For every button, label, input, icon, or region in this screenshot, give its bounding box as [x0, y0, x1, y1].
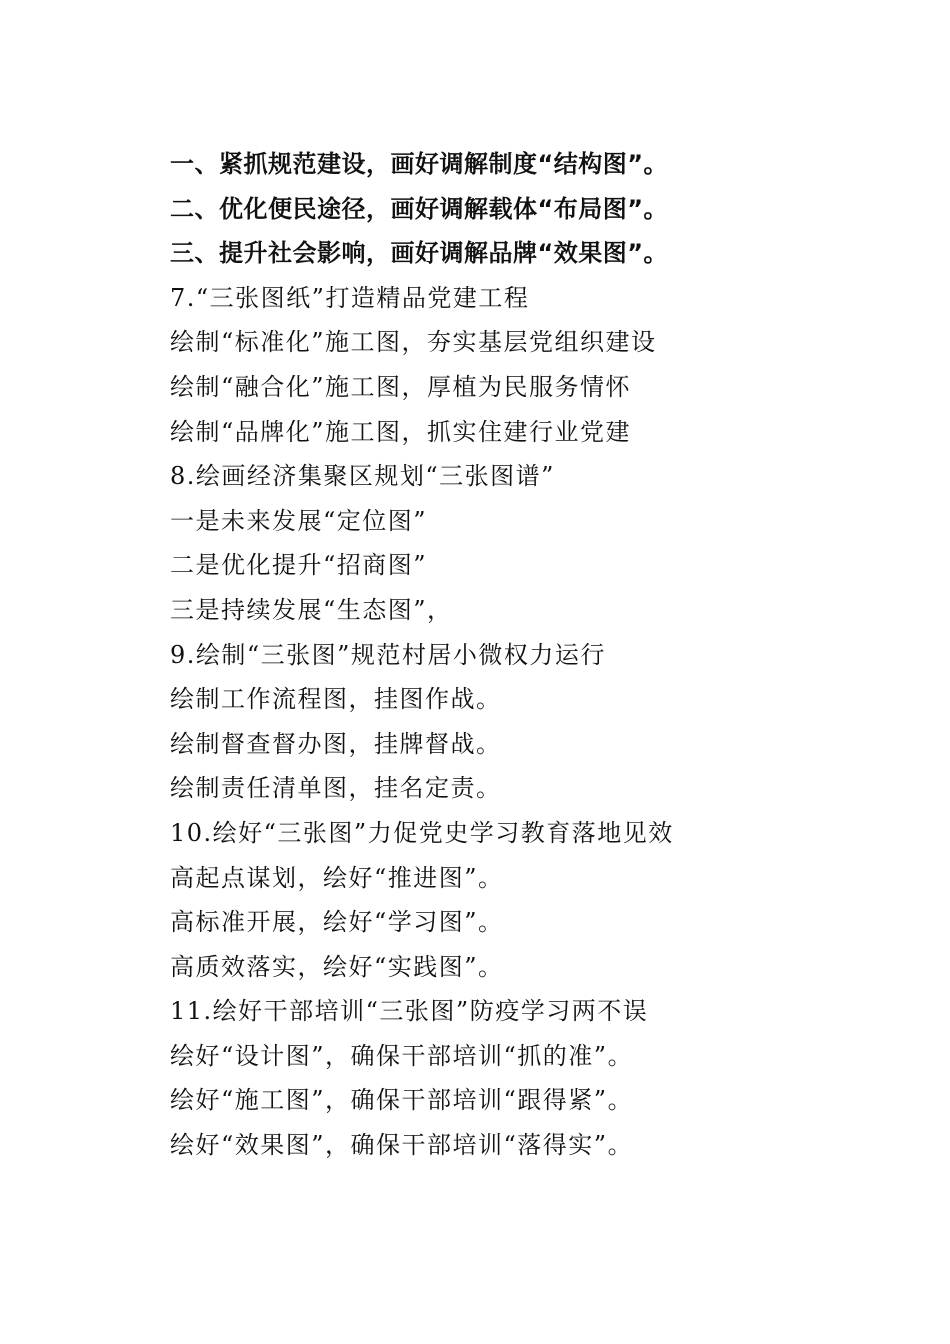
section-title-7: 7.“三张图纸”打造精品党建工程: [170, 283, 530, 312]
text-line: 高起点谋划，绘好“推进图”。: [170, 863, 504, 892]
text-line: 绘好“效果图”，确保干部培训“落得实”。: [170, 1131, 634, 1160]
text-line: 高标准开展，绘好“学习图”。: [170, 908, 504, 937]
section-title-10: 10.绘好“三张图”力促党史学习教育落地见效: [170, 818, 674, 847]
heading-line-2: 二、优化便民途径，画好调解载体“布局图”。: [170, 194, 669, 223]
section-title-8: 8.绘画经济集聚区规划“三张图谱”: [170, 462, 555, 491]
heading-line-3: 三、提升社会影响，画好调解品牌“效果图”。: [170, 239, 669, 268]
text-line: 绘制工作流程图，挂图作战。: [170, 685, 502, 714]
text-line: 绘好“施工图”，确保干部培训“跟得紧”。: [170, 1086, 634, 1115]
text-line: 二是优化提升“招商图”: [170, 551, 428, 580]
text-line: 绘制“标准化”施工图，夯实基层党组织建设: [170, 328, 657, 357]
text-line: 绘制“品牌化”施工图，抓实住建行业党建: [170, 417, 632, 446]
text-line: 绘制督查督办图，挂牌督战。: [170, 729, 502, 758]
text-line: 绘制“融合化”施工图，厚植为民服务情怀: [170, 372, 632, 401]
text-line: 绘制责任清单图，挂名定责。: [170, 774, 502, 803]
text-line: 一是未来发展“定位图”: [170, 506, 428, 535]
section-title-11: 11.绘好干部培训“三张图”防疫学习两不误: [170, 997, 649, 1026]
text-line: 三是持续发展“生态图”，: [170, 595, 453, 624]
text-line: 高质效落实，绘好“实践图”。: [170, 952, 504, 981]
document-body: [170, 142, 890, 1168]
text-line: 绘好“设计图”，确保干部培训“抓的准”。: [170, 1041, 634, 1070]
section-title-9: 9.绘制“三张图”规范村居小微权力运行: [170, 640, 606, 669]
heading-line-1: 一、紧抓规范建设，画好调解制度“结构图”。: [170, 150, 669, 178]
